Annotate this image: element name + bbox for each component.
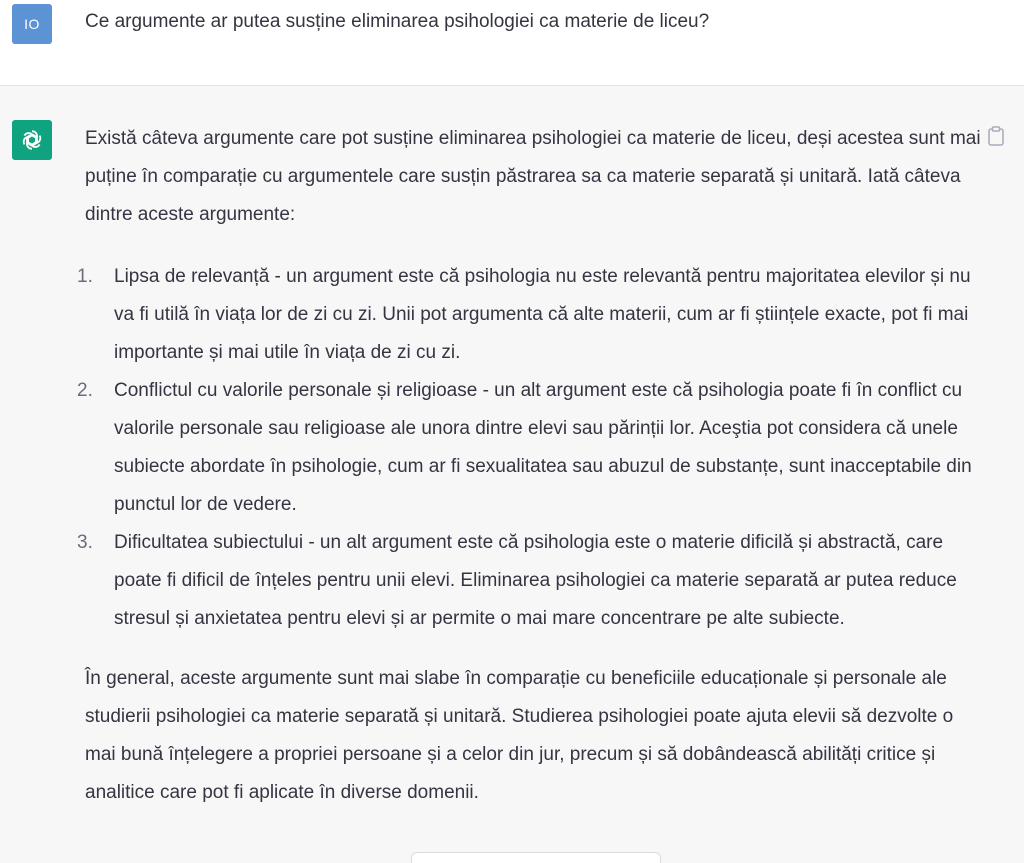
argument-list	[77, 258, 985, 638]
assistant-intro-paragraph: Există câteva argumente care pot susține eliminarea psihologiei ca materie de liceu, deși acestea sunt mai puține în comparație cu argumentele care susțin păstrarea sa ca materie separată și unitară. Iată câteva dintre aceste argumente:	[85, 128, 981, 225]
assistant-avatar	[12, 120, 52, 160]
list-item-number: 2.	[77, 380, 93, 401]
assistant-message-row	[0, 87, 1024, 863]
list-item-text: Conflictul cu valorile personale și religioase - un alt argument este că psihologia poate fi în conflict cu valorile personale sau religioase ale unora dintre elevi sau părinții lor. Aceştia pot considera că unele subiecte abordate în psihologie, cum ar fi sexualitatea sau abuzul de substanțe, sunt inacceptabile din punctul lor de vedere.	[114, 380, 972, 515]
user-avatar: IO	[12, 4, 52, 44]
list-item	[77, 258, 985, 372]
assistant-message-content	[77, 120, 985, 812]
assistant-conclusion-paragraph: În general, aceste argumente sunt mai slabe în comparație cu beneficiile educaționale și personale ale studierii psihologiei ca materie separată și unitară. Studierea psihologiei poate ajuta elevii să dezvolte o mai bună înțelegere a propriei persoane și a celor din jur, precum și să dobândească abilități critice și analitice care pot fi aplicate în diverse domenii.	[85, 668, 954, 803]
list-item-number: 1.	[77, 266, 93, 287]
regenerate-button-edge[interactable]	[411, 852, 661, 863]
user-message-row	[0, 0, 1024, 86]
list-item-text: Lipsa de relevanță - un argument este că psihologia nu este relevantă pentru majoritatea elevilor și nu va fi utilă în viața lor de zi cu zi. Unii pot argumenta că alte materii, cum ar fi științele exacte, pot fi mai importante și mai utile în viața de zi cu zi.	[114, 266, 971, 363]
list-item	[77, 524, 985, 638]
clipboard-icon[interactable]	[986, 125, 1006, 147]
list-item	[77, 372, 985, 524]
list-item-number: 3.	[77, 532, 93, 553]
openai-logo-icon	[19, 127, 45, 153]
list-item-text: Dificultatea subiectului - un alt argument este că psihologia este o materie dificilă și abstractă, care poate fi dificil de înțeles pentru unii elevi. Eliminarea psihologiei ca materie separată ar putea reduce stresul și anxietatea pentru elevi și ar permite o mai mare concentrare pe alte subiecte.	[114, 532, 957, 629]
user-message-text: Ce argumente ar putea susține eliminarea psihologiei ca materie de liceu?	[85, 11, 710, 32]
